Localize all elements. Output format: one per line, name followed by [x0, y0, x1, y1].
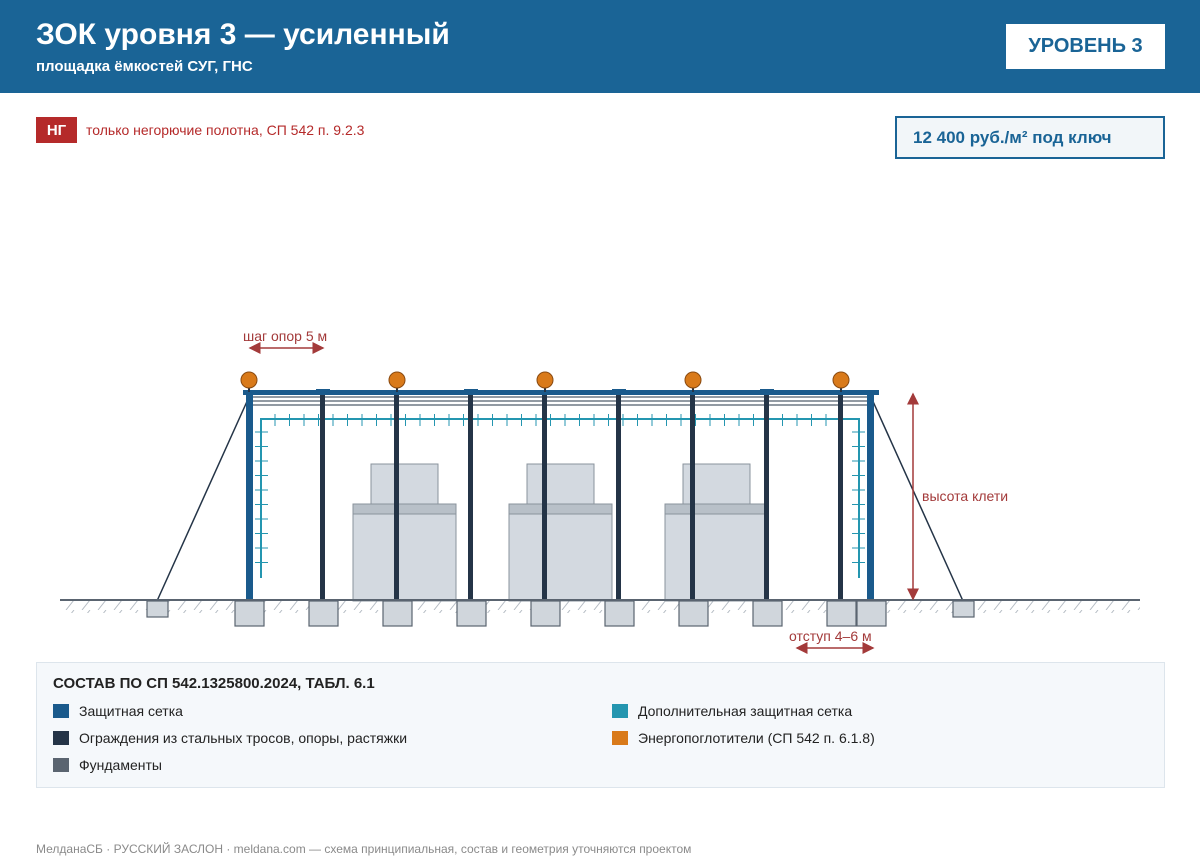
tank: [509, 464, 612, 601]
legend-item-additional-net: [612, 703, 852, 719]
legend-label: Фундаменты: [79, 757, 162, 773]
ng-badge: НГ: [36, 117, 77, 143]
legend-label: Защитная сетка: [79, 703, 183, 719]
pitch-label: шаг опор 5 м: [243, 328, 328, 344]
offset-label: отступ 4–6 м: [789, 628, 872, 644]
legend-swatch: [612, 731, 628, 745]
legend-swatch: [53, 731, 69, 745]
height-label: высота клети: [922, 488, 1009, 504]
legend-title: СОСТАВ ПО СП 542.1325800.2024, ТАБЛ. 6.1: [53, 675, 375, 692]
legend-swatch: [53, 704, 69, 718]
legend-item-protective-net: [53, 703, 183, 719]
page-subtitle: площадка ёмкостей СУГ, ГНС: [36, 58, 253, 75]
ground-hatch: [60, 601, 1140, 613]
legend: [36, 662, 1165, 788]
guy-wire-left: [157, 397, 249, 601]
legend-swatch: [53, 758, 69, 772]
legend-item-energy-absorbers: [612, 730, 875, 746]
tank: [665, 464, 768, 601]
footer: МелданаСБ · РУССКИЙ ЗАСЛОН · meldana.com — схема принципиальная, состав и геометрия уточняются проектом: [36, 842, 692, 856]
ng-note-text: только негорючие полотна, СП 542 п. 9.2.3: [86, 122, 365, 138]
level-badge: УРОВЕНЬ 3: [1006, 24, 1165, 69]
legend-item-steel-ropes: [53, 730, 407, 746]
tank: [353, 464, 456, 601]
page-title: ЗОК уровня 3 — усиленный: [36, 18, 450, 51]
price-box: 12 400 руб./м² под ключ: [895, 116, 1165, 159]
legend-label: Дополнительная защитная сетка: [638, 703, 853, 719]
energy-absorbers: [241, 372, 849, 392]
top-beam: [243, 390, 879, 395]
legend-label: Ограждения из стальных тросов, опоры, растяжки: [79, 730, 408, 746]
legend-label: Энергопоглотители (СП 542 п. 6.1.8): [638, 730, 875, 746]
legend-swatch: [612, 704, 628, 718]
legend-item-foundations: [53, 757, 162, 773]
steel-ropes: [249, 397, 871, 405]
